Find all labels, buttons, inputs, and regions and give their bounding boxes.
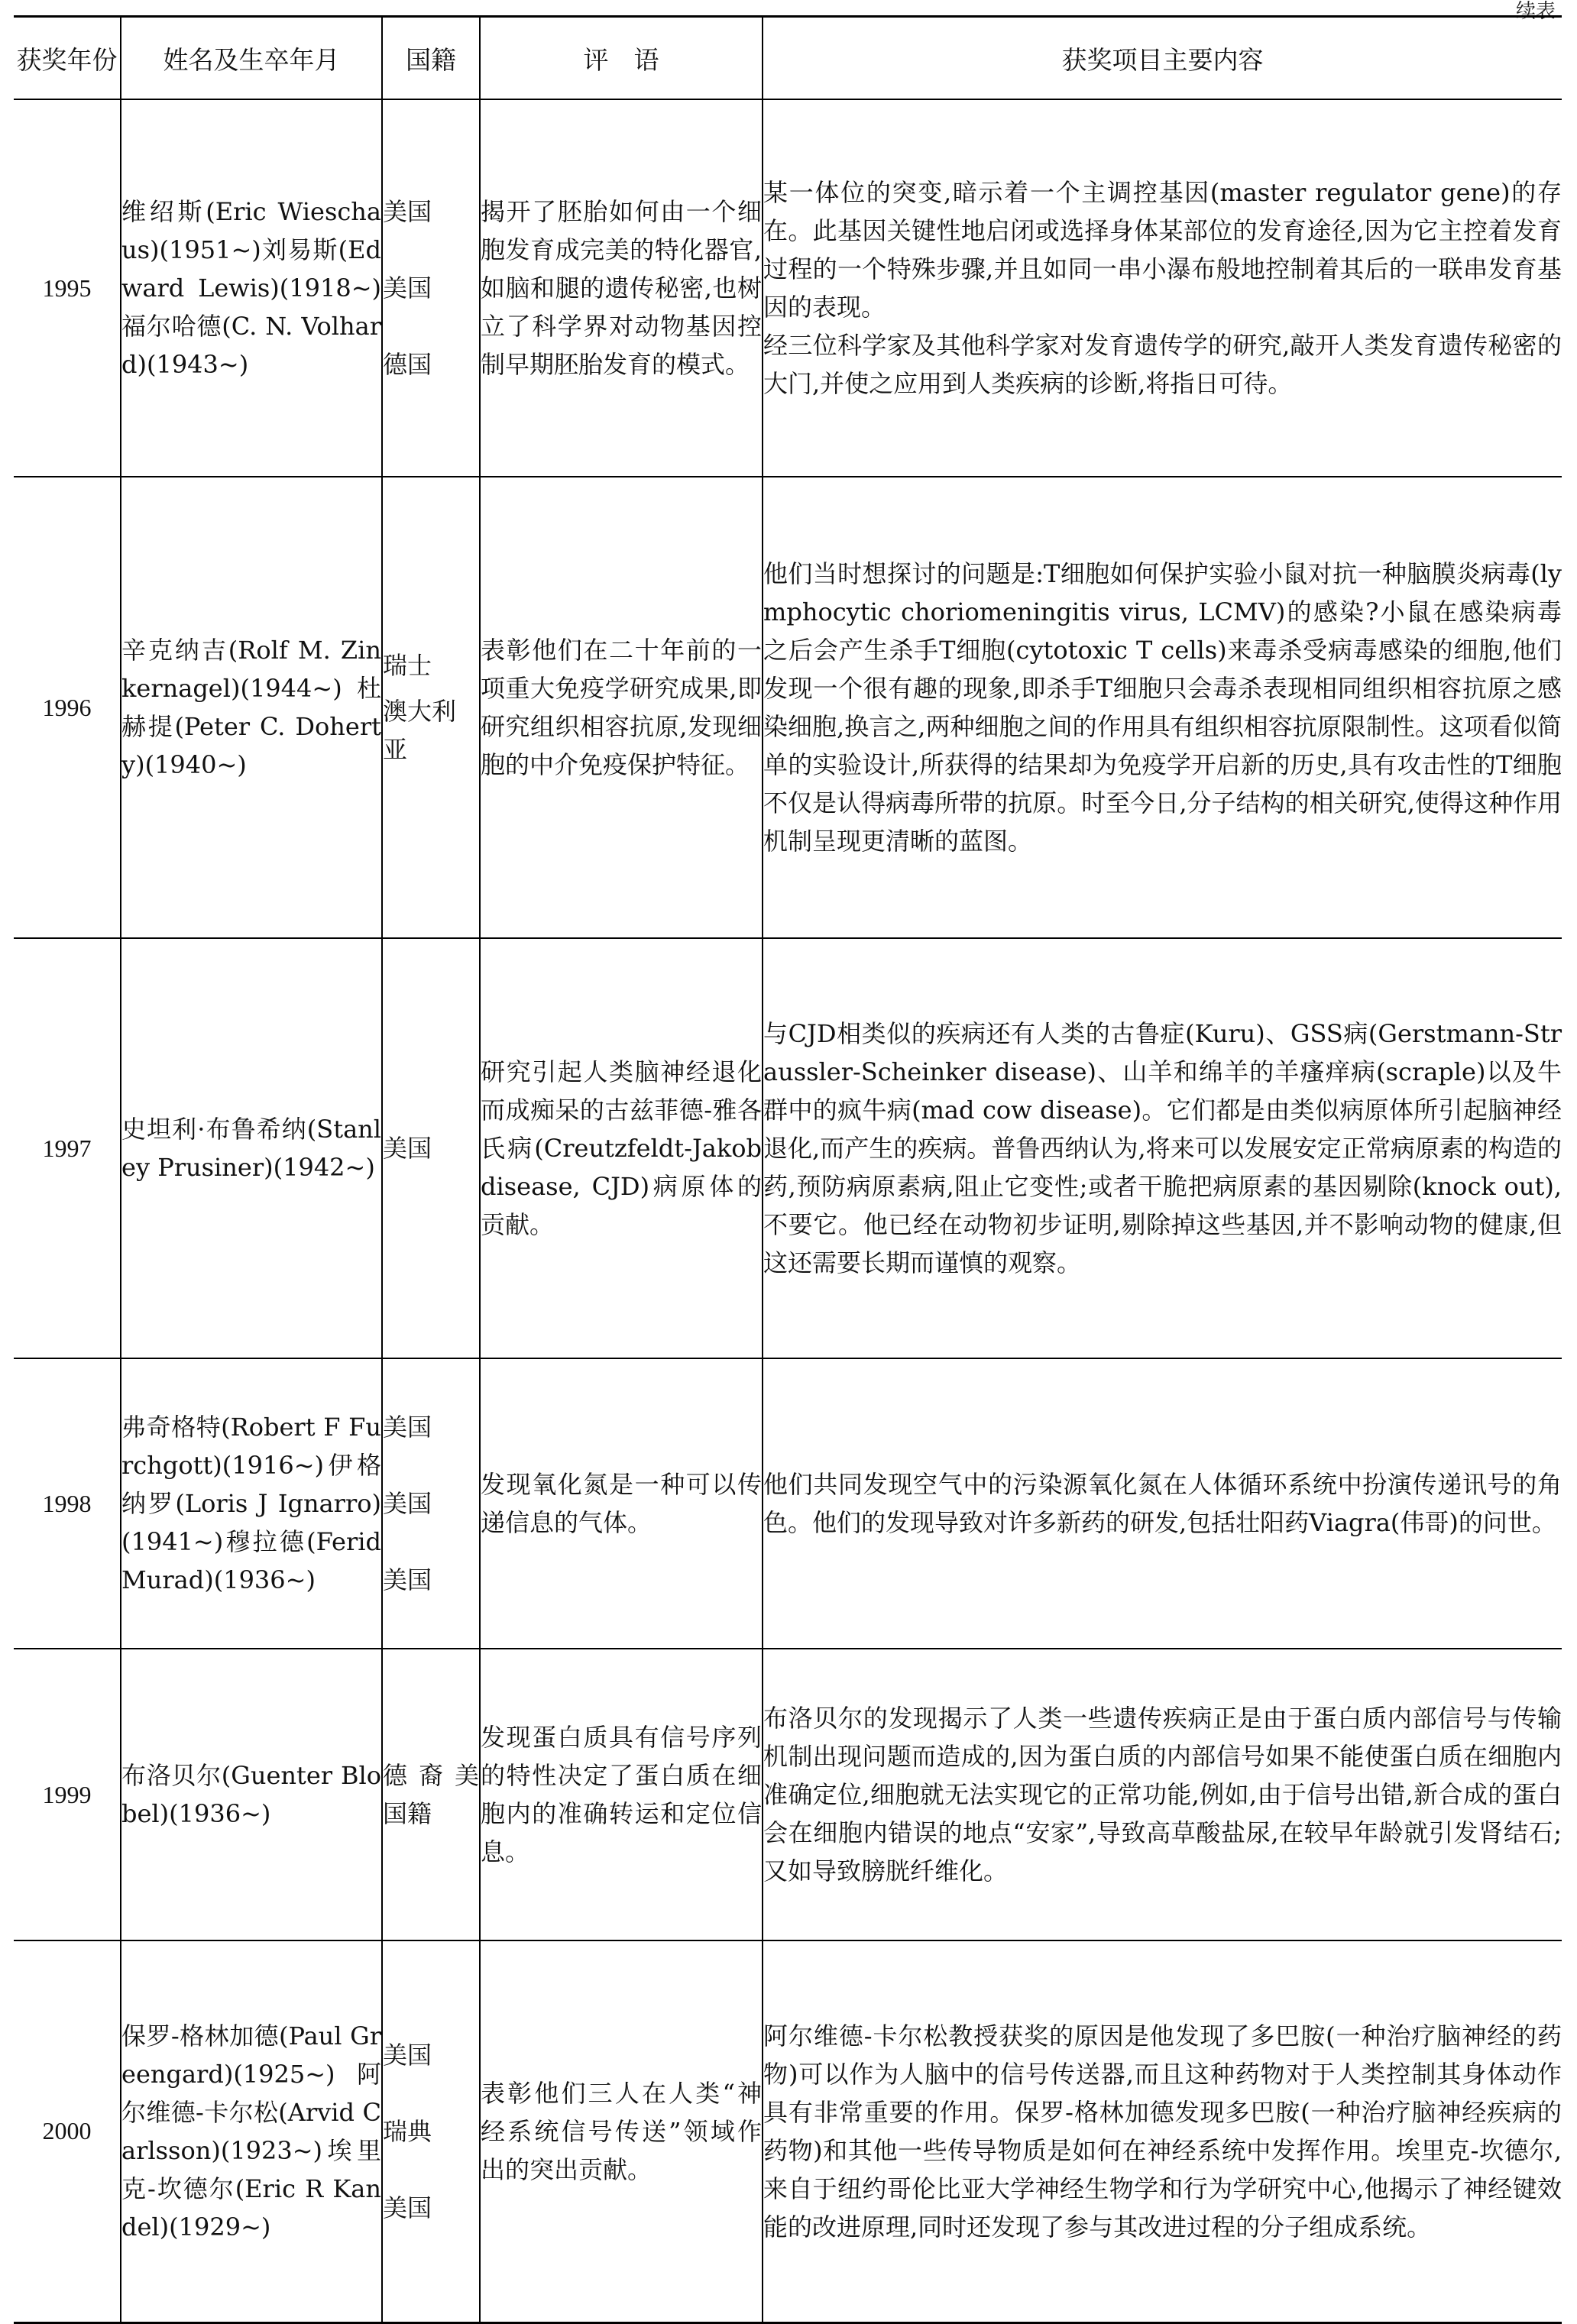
header-nationality: 国籍 — [382, 17, 480, 100]
header-names: 姓名及生卒年月 — [121, 17, 382, 100]
continued-label: 续表 — [1515, 0, 1556, 23]
content-cell — [763, 938, 1562, 1358]
table-row — [14, 1940, 1562, 2322]
names-text: 保罗-格林加德(Paul Greengard)(1925~)阿尔维德-卡尔松(Arvid Carlsson)(1923~)埃里克-坎德尔(Eric R Kandel)(1929~) — [121, 2021, 381, 2241]
content-paragraph: 布洛贝尔的发现揭示了人类一些遗传疾病正是由于蛋白质内部信号与传输机制出现问题而造成的,因为蛋白质的内部信号如果不能使蛋白质在细胞内准确定位,细胞就无法实现它的正常功能,例如,由于信号出错,新合成的蛋白会在细胞内错误的地点“安家”,导致高草酸盐尿,在较早年龄就引发肾结石;又如导致膀胱纤维化。 — [763, 1704, 1562, 1885]
year-cell: 1998 — [14, 1358, 121, 1649]
names-text: 布洛贝尔(Guenter Blobel)(1936~) — [121, 1761, 381, 1828]
content-text — [763, 2017, 1562, 2246]
comment-cell — [480, 99, 763, 477]
comment-text: 表彰他们在二十年前的一项重大免疫学研究成果,即研究组织相容抗原,发现细胞的中介免疫保护特征。 — [481, 636, 762, 779]
content-text — [763, 1699, 1562, 1890]
header-content: 获奖项目主要内容 — [763, 17, 1562, 100]
year-cell: 1996 — [14, 477, 121, 938]
nationality-cell — [382, 1649, 480, 1940]
comment-text: 发现氧化氮是一种可以传递信息的气体。 — [481, 1470, 762, 1537]
header-comment: 评 语 — [480, 17, 763, 100]
names-cell — [121, 477, 382, 938]
nationality-item: 美国 — [383, 274, 432, 303]
nationality-item: 德国 — [383, 350, 432, 379]
table-row — [14, 1649, 1562, 1940]
comment-cell — [480, 1358, 763, 1649]
content-paragraph: 某一体位的突变,暗示着一个主调控基因(master regulator gene)的存在。此基因关键性地启闭或选择身体某部位的发育途径,因为它主控着发育过程的一个特殊步骤,并且如同一串小瀑布般地控制着其后的一联串发育基因的表现。 — [763, 178, 1562, 322]
content-paragraph: 他们共同发现空气中的污染源氧化氮在人体循环系统中扮演传递讯号的角色。他们的发现导致对许多新药的研发,包括壮阳药Viagra(伟哥)的问世。 — [763, 1470, 1562, 1537]
year-cell: 1997 — [14, 938, 121, 1358]
comment-cell — [480, 477, 763, 938]
header-year: 获奖年份 — [14, 17, 121, 100]
comment-text: 发现蛋白质具有信号序列的特性决定了蛋白质在细胞内的准确转运和定位信息。 — [481, 1723, 762, 1866]
names-text: 维绍斯(Eric Wieschaus)(1951~)刘易斯(Edward Lewis)(1918~)福尔哈德(C. N. Volhard)(1943~) — [121, 197, 381, 379]
nationality-item: 德裔美国籍 — [383, 1761, 479, 1828]
nationality-item: 美国 — [383, 1413, 432, 1442]
header-row — [14, 17, 1562, 100]
nationality-item: 美国 — [383, 2040, 432, 2070]
content-text — [763, 1465, 1562, 1542]
content-cell — [763, 1358, 1562, 1649]
nationality-item: 美国 — [383, 1134, 432, 1163]
nationality-cell — [382, 477, 480, 938]
content-cell — [763, 477, 1562, 938]
nationality-cell — [382, 1358, 480, 1649]
nationality-cell — [382, 99, 480, 477]
nationality-item: 瑞士 — [383, 651, 432, 680]
names-cell — [121, 938, 382, 1358]
content-cell — [763, 1940, 1562, 2322]
year-cell: 2000 — [14, 1940, 121, 2322]
content-text — [763, 1015, 1562, 1282]
names-cell — [121, 1649, 382, 1940]
names-cell — [121, 1358, 382, 1649]
content-paragraph: 经三位科学家及其他科学家对发育遗传学的研究,敲开人类发育遗传秘密的大门,并使之应用到人类疾病的诊断,将指日可待。 — [763, 331, 1562, 398]
nationality-item: 瑞典 — [383, 2116, 432, 2146]
content-text — [763, 555, 1562, 860]
year-cell: 1995 — [14, 99, 121, 477]
nationality-item: 美国 — [383, 2193, 432, 2222]
nobel-prize-table — [14, 15, 1562, 2324]
comment-cell — [480, 938, 763, 1358]
content-cell — [763, 99, 1562, 477]
names-text: 辛克纳吉(Rolf M. Zinkernagel)(1944~)杜赫提(Peter C. Doherty)(1940~) — [121, 636, 381, 779]
comment-text: 揭开了胚胎如何由一个细胞发育成完美的特化器官,如脑和腿的遗传秘密,也树立了科学界对动物基因控制早期胚胎发育的模式。 — [481, 197, 762, 379]
names-cell — [121, 1940, 382, 2322]
content-text — [763, 173, 1562, 403]
comment-cell — [480, 1649, 763, 1940]
comment-text: 表彰他们三人在人类“神经系统信号传送”领域作出的突出贡献。 — [481, 2078, 762, 2184]
nationality-item: 美国 — [383, 1489, 432, 1518]
comment-text: 研究引起人类脑神经退化而成痴呆的古兹菲德-雅各氏病(Creutzfeldt-Jakob disease, CJD)病原体的贡献。 — [481, 1057, 762, 1239]
table-row — [14, 938, 1562, 1358]
comment-cell — [480, 1940, 763, 2322]
year-cell: 1999 — [14, 1649, 121, 1940]
nationality-item: 澳大利亚 — [383, 697, 457, 764]
table-row — [14, 1358, 1562, 1649]
table-row — [14, 477, 1562, 938]
names-text: 弗奇格特(Robert F Furchgott)(1916~)伊格纳罗(Loris J Ignarro)(1941~)穆拉德(Ferid Murad)(1936~) — [121, 1413, 381, 1594]
nationality-cell — [382, 938, 480, 1358]
content-cell — [763, 1649, 1562, 1940]
table-row — [14, 99, 1562, 477]
nationality-cell — [382, 1940, 480, 2322]
content-paragraph: 阿尔维德-卡尔松教授获奖的原因是他发现了多巴胺(一种治疗脑神经的药物)可以作为人脑中的信号传送器,而且这种药物对于人类控制其身体动作具有非常重要的作用。保罗-格林加德发现多巴胺(一种治疗脑神经疾病的药物)和其他一些传导物质是如何在神经系统中发挥作用。埃里克-坎德尔,来自于纽约哥伦比亚大学神经生物学和行为学研究中心,他揭示了神经键效能的改进原理,同时还发现了参与其改进过程的分子组成系统。 — [763, 2021, 1562, 2241]
content-paragraph: 他们当时想探讨的问题是:T细胞如何保护实验小鼠对抗一种脑膜炎病毒(lymphocytic choriomeningitis virus, LCMV)的感染?小鼠在感染病毒之后会产生杀手T细胞(cytotoxic T cells)来毒杀受病毒感染的细胞,他们发现一个很有趣的现象,即杀手T细胞只会毒杀表现相同组织相容抗原之感染细胞,换言之,两种细胞之间的作用具有组织相容抗原限制性。这项看似简单的实验设计,所获得的结果却为免疫学开启新的历史,具有攻击性的T细胞不仅是认得病毒所带的抗原。时至今日,分子结构的相关研究,使得这种作用机制呈现更清晰的蓝图。 — [763, 559, 1562, 856]
names-cell — [121, 99, 382, 477]
content-paragraph: 与CJD相类似的疾病还有人类的古鲁症(Kuru)、GSS病(Gerstmann-Straussler-Scheinker disease)、山羊和绵羊的羊瘙痒病(scraple)以及牛群中的疯牛病(mad cow disease)。它们都是由类似病原体所引起脑神经退化,而产生的疾病。普鲁西纳认为,将来可以发展安定正常病原素的构造的药,预防病原素病,阻止它变性;或者干脆把病原素的基因剔除(knock out),不要它。他已经在动物初步证明,剔除掉这些基因,并不影响动物的健康,但这还需要长期而谨慎的观察。 — [763, 1019, 1562, 1277]
nationality-item: 美国 — [383, 197, 432, 226]
nationality-item: 美国 — [383, 1565, 432, 1594]
names-text: 史坦利·布鲁希纳(Stanley Prusiner)(1942~) — [121, 1115, 381, 1182]
